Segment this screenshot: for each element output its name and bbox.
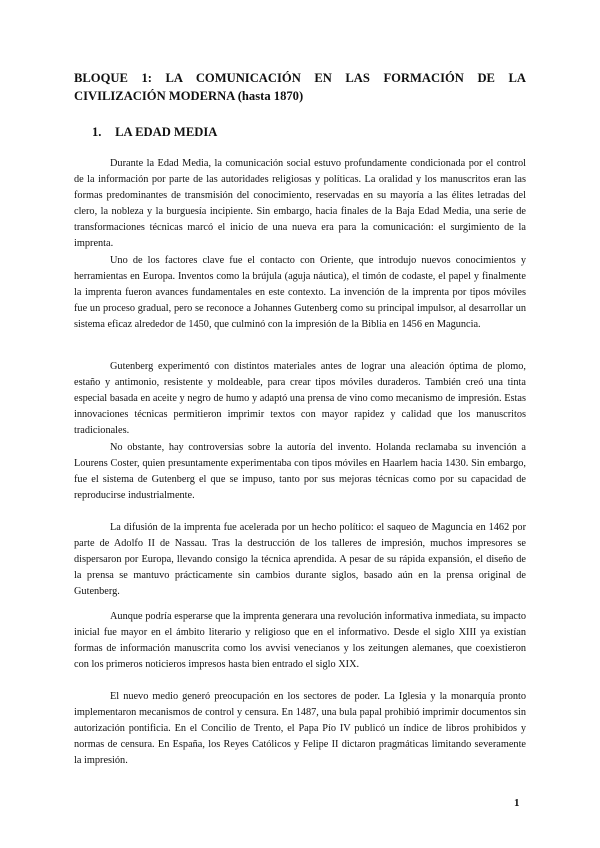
paragraph-1: Durante la Edad Media, la comunicación social estuvo profundamente condicionada por el control de la información por parte de las autoridades religiosas y políticas. La oralidad y los manuscritos eran las formas predominantes de transmisión del conocimiento, reservadas en su mayoría a las élites letradas del clero, la nobleza y la burguesía incipiente. Sin embargo, hacia finales de la Baja Edad Media, una serie de transformaciones técnicas marcó el inicio de una nueva era para la comunicación: el surgimiento de la imprenta. <box>74 158 526 249</box>
paragraph-2: Uno de los factores clave fue el contacto con Oriente, que introdujo nuevos conocimientos y herramientas en Europa. Inventos como la brújula (aguja náutica), el timón de codaste, el papel y finalmente la imprenta fueron avances fundamentales en este contexto. La invención de la imprenta por tipos móviles fue un proceso gradual, pero se reconoce a Johannes Gutenberg como su principal impulsor, al desarrollar un sistema eficaz alrededor de 1450, que culminó con la impresión de la Biblia en 1456 en Maguncia. <box>74 255 526 330</box>
paragraph-4: No obstante, hay controversias sobre la autoría del invento. Holanda reclamaba su invención a Lourens Coster, quien presuntamente experimentaba con tipos móviles en Haarlem hacia 1430. Sin embargo, fue el sistema de Gutenberg el que se impuso, tanto por sus mejoras técnicas como por su capacidad de reproducirse industrialmente. <box>74 442 526 501</box>
section-heading <box>92 124 217 140</box>
section-title: LA EDAD MEDIA <box>115 125 218 139</box>
paragraph-5: La difusión de la imprenta fue acelerada por un hecho político: el saqueo de Maguncia en 1462 por parte de Adolfo II de Nassau. Tras la destrucción de los talleres de impresión, muchos impresores se dispersaron por Europa, llevando consigo la técnica aprendida. A pesar de su rápida expansión, el diseño de la prensa se mantuvo prácticamente sin cambios durante siglos, basado aún en la prensa original de Gutenberg. <box>74 522 526 597</box>
paragraph-7: El nuevo medio generó preocupación en los sectores de poder. La Iglesia y la monarquía pronto implementaron mecanismos de control y censura. En 1487, una bula papal prohibió imprimir documentos sin autorización pontificia. En el Concilio de Trento, el Papa Pío IV publicó un índice de libros prohibidos y normas de censura. En España, los Reyes Católicos y Felipe II dictaron pragmáticas limitando severamente la impresión. <box>74 691 526 766</box>
paragraph-3: Gutenberg experimentó con distintos materiales antes de lograr una aleación óptima de plomo, estaño y antimonio, resistente y moldeable, para crear tipos móviles duraderos. También creó una tinta especial basada en aceite y negro de humo y adaptó una prensa de vino como mecanismo de impresión. Estas innovaciones técnicas permitieron imprimir textos con mayor rapidez y calidad que los manuscritos tradicionales. <box>74 361 526 436</box>
section-number: 1. <box>92 125 102 139</box>
paragraph-6: Aunque podría esperarse que la imprenta generara una revolución informativa inmediata, su impacto inicial fue mayor en el ámbito literario y religioso que en el informativo. Desde el siglo XIII ya existían formas de información manuscrita como los avvisi venecianos y los zeitungen alemanes, que coexistieron con los primeros noticieros impresos hasta bien entrado el siglo XIX. <box>74 611 526 670</box>
block-title: BLOQUE 1: LA COMUNICACIÓN EN LAS FORMACIÓN DE LA CIVILIZACIÓN MODERNA (hasta 1870) <box>74 71 526 103</box>
page-number: 1 <box>514 797 520 809</box>
